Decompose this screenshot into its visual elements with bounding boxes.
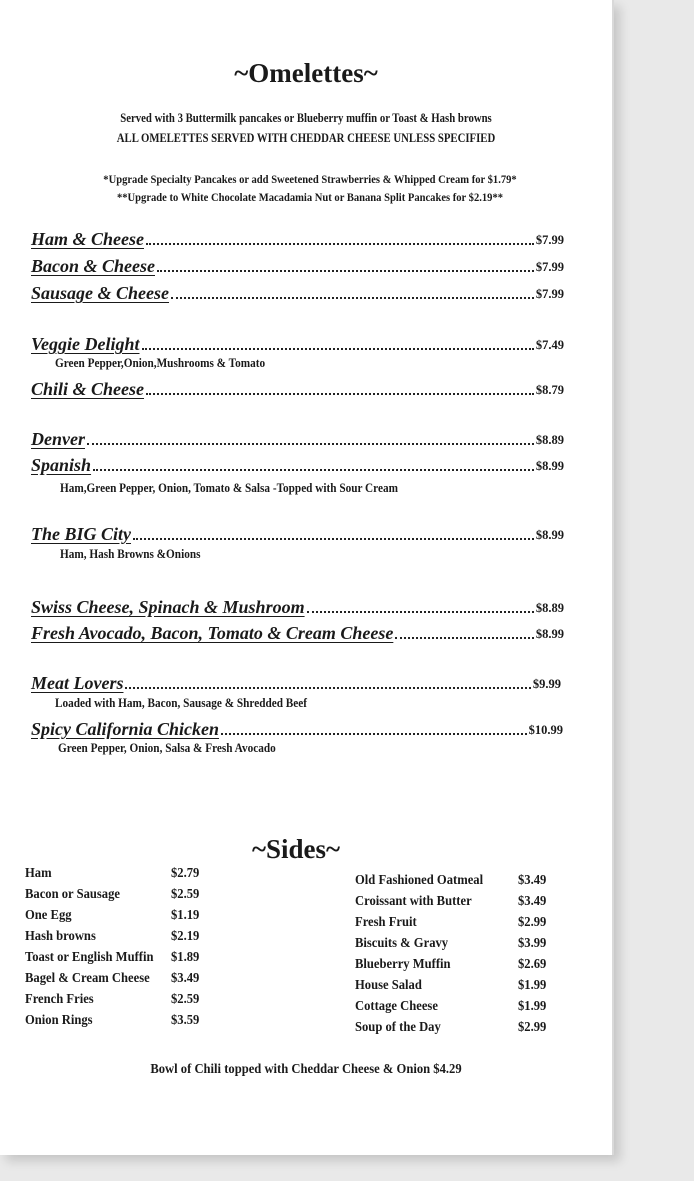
menu-item-description: Green Pepper, Onion, Salsa & Fresh Avocado xyxy=(58,741,276,755)
menu-item-description: Ham,Green Pepper, Onion, Tomato & Salsa -Topped with Sour Cream xyxy=(60,481,398,495)
dot-leader xyxy=(171,296,534,299)
side-item-price: $3.99 xyxy=(518,936,547,951)
side-item-name: Bagel & Cream Cheese xyxy=(25,971,150,986)
menu-item-name: Ham & Cheese xyxy=(31,229,144,249)
menu-item xyxy=(31,426,564,450)
side-item-name: Cottage Cheese xyxy=(355,999,438,1014)
sides-left-column xyxy=(25,866,225,1034)
menu-item-name: Sausage & Cheese xyxy=(31,283,170,303)
menu-item-name: Spanish xyxy=(31,455,92,475)
side-item-name: One Egg xyxy=(25,908,72,923)
side-item-price: $1.19 xyxy=(171,908,200,923)
side-item xyxy=(25,971,225,992)
menu-item-name: The BIG City xyxy=(31,524,132,544)
menu-item-description: Ham, Hash Browns &Onions xyxy=(60,547,201,561)
menu-item xyxy=(31,620,564,644)
side-item xyxy=(25,929,225,950)
menu-item xyxy=(31,716,563,740)
side-item xyxy=(25,1013,225,1034)
dot-leader xyxy=(157,269,534,272)
side-item xyxy=(25,950,225,971)
menu-item xyxy=(31,521,564,545)
dot-leader xyxy=(221,732,527,735)
side-item-name: Blueberry Muffin xyxy=(355,957,451,972)
side-item-name: Hash browns xyxy=(25,929,96,944)
side-item-name: Onion Rings xyxy=(25,1013,93,1028)
side-item xyxy=(355,1020,565,1041)
menu-item-name: Meat Lovers xyxy=(31,673,124,693)
side-item xyxy=(355,915,565,936)
menu-item xyxy=(31,253,564,277)
dot-leader xyxy=(133,537,534,540)
menu-item-price: $7.99 xyxy=(535,287,564,301)
dot-leader xyxy=(146,242,534,245)
side-item-name: Croissant with Butter xyxy=(355,894,472,909)
menu-item-description: Loaded with Ham, Bacon, Sausage & Shredded Beef xyxy=(55,696,308,710)
side-item-price: $2.59 xyxy=(171,887,200,902)
side-item-price: $2.19 xyxy=(171,929,200,944)
menu-item-price: $8.89 xyxy=(535,601,564,615)
side-item-name: Old Fashioned Oatmeal xyxy=(355,873,484,888)
dot-leader xyxy=(146,392,534,395)
side-item xyxy=(355,978,565,999)
chili-bowl-note: Bowl of Chili topped with Cheddar Cheese & Onion $4.29 xyxy=(150,1062,462,1077)
side-item-name: Toast or English Muffin xyxy=(25,950,154,965)
menu-item xyxy=(31,594,564,618)
dot-leader xyxy=(87,442,534,445)
omelettes-title: ~Omelettes~ xyxy=(234,58,378,88)
omelettes-intro-line-1: Served with 3 Buttermilk pancakes or Blueberry muffin or Toast & Hash browns xyxy=(120,111,492,125)
side-item xyxy=(25,908,225,929)
sides-title: ~Sides~ xyxy=(251,834,341,864)
menu-item-price: $7.99 xyxy=(535,233,564,247)
menu-item-price: $8.99 xyxy=(535,528,564,542)
menu-item-name: Fresh Avocado, Bacon, Tomato & Cream Cheese xyxy=(31,623,394,643)
menu-item-name: Spicy California Chicken xyxy=(31,719,220,739)
menu-item xyxy=(31,670,561,694)
side-item-price: $3.49 xyxy=(518,873,547,888)
menu-item-price: $7.99 xyxy=(535,260,564,274)
menu-item xyxy=(31,376,564,400)
menu-item-name: Chili & Cheese xyxy=(31,379,145,399)
menu-item-name: Veggie Delight xyxy=(31,334,140,354)
side-item-name: House Salad xyxy=(355,978,422,993)
menu-item-description: Green Pepper,Onion,Mushrooms & Tomato xyxy=(55,356,266,370)
side-item xyxy=(25,992,225,1013)
side-item-name: Biscuits & Gravy xyxy=(355,936,449,951)
side-item-price: $1.89 xyxy=(171,950,200,965)
menu-item-price: $8.99 xyxy=(535,627,564,641)
side-item-name: Ham xyxy=(25,866,52,881)
side-item-name: French Fries xyxy=(25,992,94,1007)
side-item-price: $2.59 xyxy=(171,992,200,1007)
dot-leader xyxy=(93,468,534,471)
menu-item xyxy=(31,331,564,355)
side-item-price: $3.49 xyxy=(518,894,547,909)
upgrade-note-1: *Upgrade Specialty Pancakes or add Sweetened Strawberries & Whipped Cream for $1.79* xyxy=(103,172,517,186)
side-item-price: $2.99 xyxy=(518,1020,547,1035)
menu-item-price: $8.99 xyxy=(535,459,564,473)
side-item-price: $1.99 xyxy=(518,978,547,993)
side-item xyxy=(355,894,565,915)
menu-item xyxy=(31,280,564,304)
menu-item xyxy=(31,226,564,250)
menu-item-price: $10.99 xyxy=(528,723,563,737)
menu-item-name: Bacon & Cheese xyxy=(31,256,155,276)
side-item xyxy=(355,957,565,978)
side-item-price: $2.79 xyxy=(171,866,200,881)
side-item-price: $3.49 xyxy=(171,971,200,986)
side-item xyxy=(355,936,565,957)
sides-right-column xyxy=(355,873,565,1041)
menu-item-name: Denver xyxy=(31,429,85,449)
dot-leader xyxy=(395,636,534,639)
side-item-price: $1.99 xyxy=(518,999,547,1014)
menu-item-price: $8.89 xyxy=(535,433,564,447)
side-item xyxy=(25,866,225,887)
menu-item-price: $7.49 xyxy=(535,338,564,352)
dot-leader xyxy=(125,686,530,689)
side-item-name: Fresh Fruit xyxy=(355,915,417,930)
side-item xyxy=(355,999,565,1020)
side-item xyxy=(355,873,565,894)
side-item-price: $2.99 xyxy=(518,915,547,930)
dot-leader xyxy=(142,347,534,350)
menu-item-name: Swiss Cheese, Spinach & Mushroom xyxy=(31,597,305,617)
omelettes-intro-line-2: ALL OMELETTES SERVED WITH CHEDDAR CHEESE UNLESS SPECIFIED xyxy=(116,131,496,145)
dot-leader xyxy=(307,610,534,613)
side-item-price: $2.69 xyxy=(518,957,547,972)
side-item xyxy=(25,887,225,908)
upgrade-note-2: **Upgrade to White Chocolate Macadamia Nut or Banana Split Pancakes for $2.19** xyxy=(116,190,504,204)
menu-item-price: $8.79 xyxy=(535,383,564,397)
side-item-price: $3.59 xyxy=(171,1013,200,1028)
side-item-name: Bacon or Sausage xyxy=(25,887,120,902)
menu-item xyxy=(31,452,564,476)
menu-item-price: $9.99 xyxy=(532,677,561,691)
side-item-name: Soup of the Day xyxy=(355,1020,441,1035)
